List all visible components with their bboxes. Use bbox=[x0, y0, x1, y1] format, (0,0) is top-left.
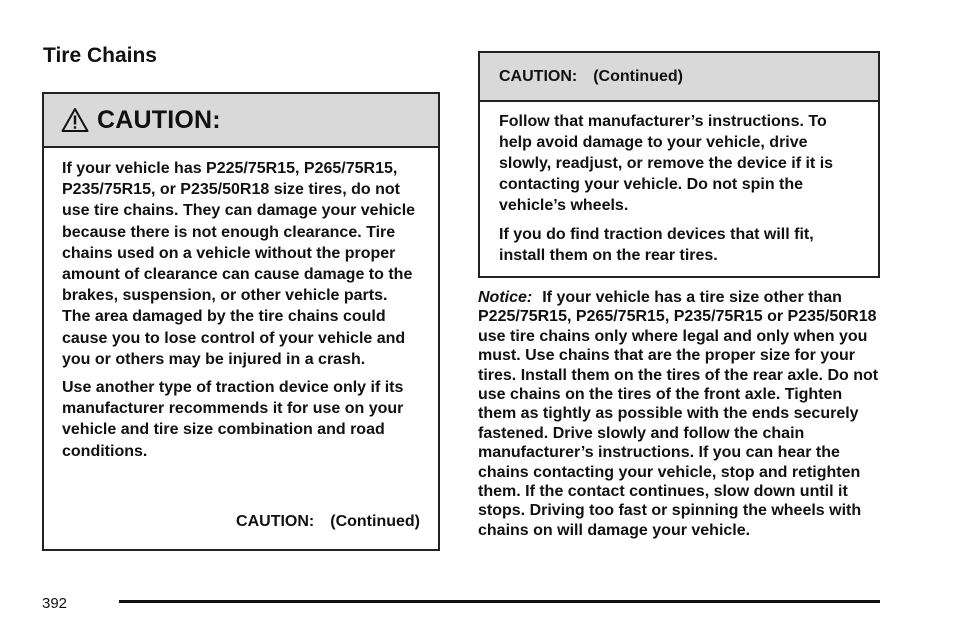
continued-paragraph-2: If you do find traction devices that will fit, install them on the rear tires. bbox=[499, 226, 814, 264]
continued-paragraph-1: Follow that manufacturer’s instructions. To help avoid damage to your vehicle, drive slowly, readjust, or remove the device if it is contacting your vehicle. Do not spin the vehicle’s wheels. bbox=[499, 113, 834, 214]
warning-triangle-icon bbox=[61, 107, 89, 133]
caution-continued-box bbox=[478, 51, 880, 278]
caution-box bbox=[42, 92, 440, 551]
caution-body bbox=[44, 148, 438, 462]
caution-continued-header bbox=[480, 53, 878, 102]
page-number: 392 bbox=[42, 595, 68, 612]
caution-paragraph-1: If your vehicle has P225/75R15, P265/75R15, P235/75R15, or P235/50R18 size tires, do not use tire chains. They can damage your vehicle because there is not enough clearance. Tire chains used on a vehicle without the proper amount of clearance can cause damage to the brakes, suspension, or other vehicle parts. The area damaged by the tire chains could cause you to lose control of your vehicle and you or others may be injured in a crash. bbox=[62, 160, 416, 368]
continued-note-label: CAUTION: bbox=[236, 513, 315, 530]
caution-title: CAUTION: bbox=[97, 105, 221, 134]
continued-header-text: (Continued) bbox=[593, 67, 683, 85]
notice-paragraph bbox=[478, 288, 880, 540]
continued-note-text: (Continued) bbox=[330, 513, 420, 530]
footer-rule bbox=[119, 600, 880, 603]
section-title: Tire Chains bbox=[43, 44, 157, 67]
notice-text: If your vehicle has a tire size other than P225/75R15, P265/75R15, P235/75R15 or P235/50R18 use tire chains only where legal and only when you must. Use chains that are the proper size for your tires. Install them on the tires of the rear axle. Do not use chains on the tires of the front axle. Tighten them as tightly as possible with the ends securely fastened. Drive slowly and follow the chain manufacturer’s instructions. If you can hear the chains contacting your vehicle, stop and retighten them. If the contact continues, slow down until it stops. Driving too fast or spinning the wheels with chains on will damage your vehicle. bbox=[478, 289, 879, 539]
notice-label: Notice: bbox=[478, 289, 533, 306]
continued-header-label: CAUTION: bbox=[499, 67, 578, 85]
caution-continued-body bbox=[480, 102, 878, 266]
caution-header bbox=[44, 94, 438, 148]
caution-continued-note bbox=[236, 513, 420, 531]
caution-paragraph-2: Use another type of traction device only if its manufacturer recommends it for use on your vehicle and tire size combination and road conditions. bbox=[62, 379, 404, 460]
